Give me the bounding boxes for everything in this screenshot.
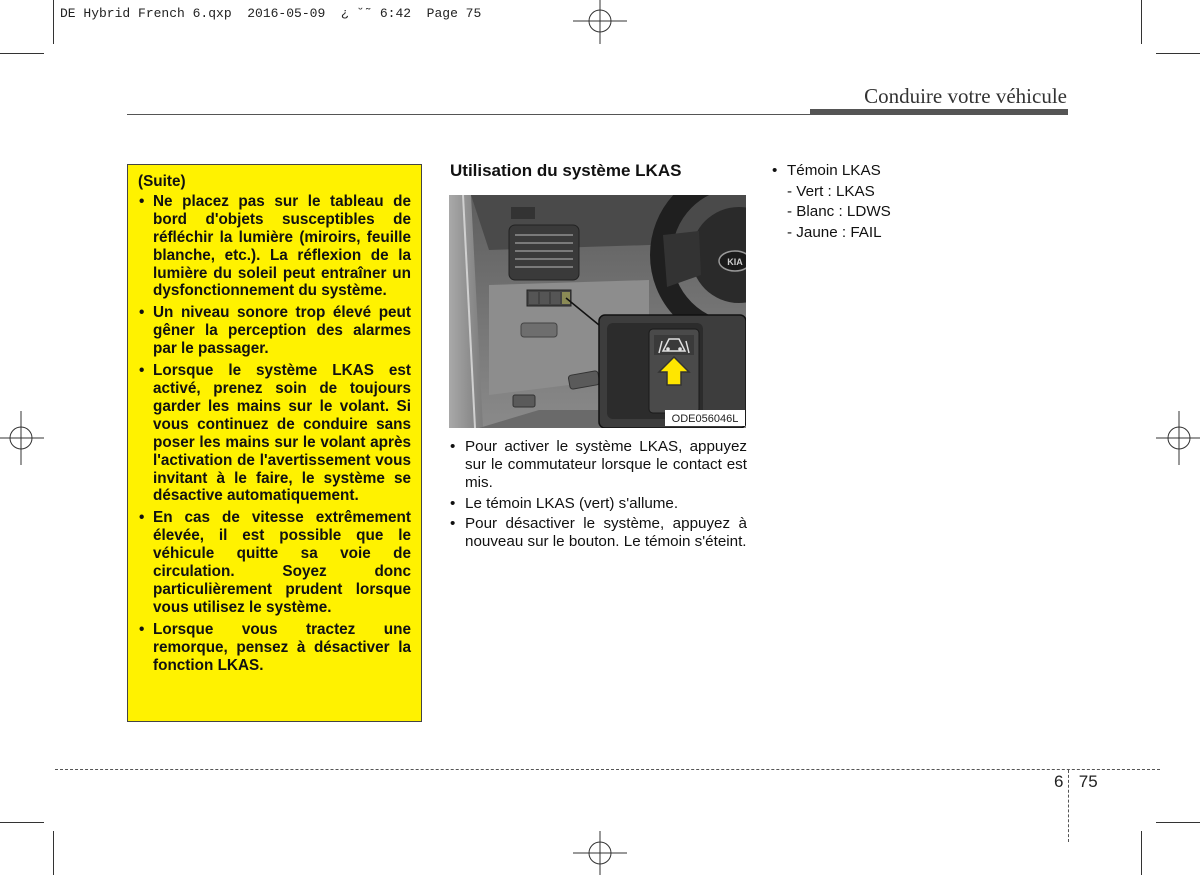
section-title: Utilisation du système LKAS [450, 161, 682, 180]
chapter-title: Conduire votre véhicule [864, 84, 1067, 108]
chapter-number: 6 [1054, 772, 1064, 791]
page-number [1054, 772, 1098, 792]
indicator-heading: • Témoin LKAS [772, 161, 891, 182]
crop-mark [0, 53, 44, 54]
warning-continued-label: (Suite) [138, 173, 186, 190]
step-item: • Le témoin LKAS (vert) s'allume. [450, 495, 747, 513]
lkas-steps-list [450, 438, 747, 553]
crop-mark [1141, 831, 1142, 875]
crop-mark [0, 822, 44, 823]
step-item: • Pour activer le système LKAS, appuyez sur le commutateur lorsque le contact est mis. [450, 438, 747, 493]
lkas-symbol-icon [654, 335, 694, 355]
warning-item: • Lorsque le système LKAS est activé, prenez soin de toujours garder les mains sur le volant. Si vous continuez de conduire sans poser les mains sur le volant après l'activation de l'avertissement vous invitant à le faire, le système se désactive automatiquement. [138, 362, 411, 505]
crop-mark [1141, 0, 1142, 44]
crop-mark [1156, 53, 1200, 54]
image-code: ODE056046L [671, 413, 739, 425]
warning-item: • Un niveau sonore trop élevé peut gêner la perception des alarmes par le passager. [138, 304, 411, 358]
print-slug: DE Hybrid French 6.qxp 2016-05-09 ¿ ˘˜ 6:42 Page 75 [60, 6, 482, 21]
lkas-button-inset [599, 315, 746, 428]
header-rule-thick [810, 109, 1068, 115]
registration-mark-icon [1156, 411, 1200, 465]
lkas-switch-photo [449, 195, 746, 428]
crop-mark [53, 0, 54, 44]
page-number-value: 75 [1078, 772, 1098, 791]
air-vent-icon [509, 225, 579, 280]
registration-mark-icon [573, 0, 627, 44]
warning-box [127, 164, 422, 722]
crop-mark [53, 831, 54, 875]
indicator-legend [772, 161, 891, 243]
header-rule [127, 114, 810, 115]
registration-mark-icon [0, 411, 44, 465]
indicator-state: - Vert : LKAS [787, 182, 875, 200]
indicator-state: - Jaune : FAIL [787, 223, 882, 241]
warning-item: • Lorsque vous tractez une remorque, pensez à désactiver la fonction LKAS. [138, 621, 411, 675]
warning-list [138, 193, 411, 675]
footer-rule [55, 769, 1160, 770]
warning-item: • En cas de vitesse extrêmement élevée, il est possible que le véhicule quitte sa voie de circulation. Soyez donc particulièrement prudent lorsque vous utilisez le système. [138, 509, 411, 616]
crop-mark [1156, 822, 1200, 823]
registration-mark-icon [573, 831, 627, 875]
indicator-state: - Blanc : LDWS [787, 203, 891, 220]
warning-item: • Ne placez pas sur le tableau de bord d'objets susceptibles de réfléchir la lumière (miroirs, feuille blanche, etc.). La réflexion de la lumière du soleil peut entraîner un dysfonctionnement du système. [138, 193, 411, 300]
svg-text:KIA: KIA [727, 257, 743, 267]
step-item: • Pour désactiver le système, appuyez à nouveau sur le bouton. Le témoin s'éteint. [450, 515, 747, 551]
